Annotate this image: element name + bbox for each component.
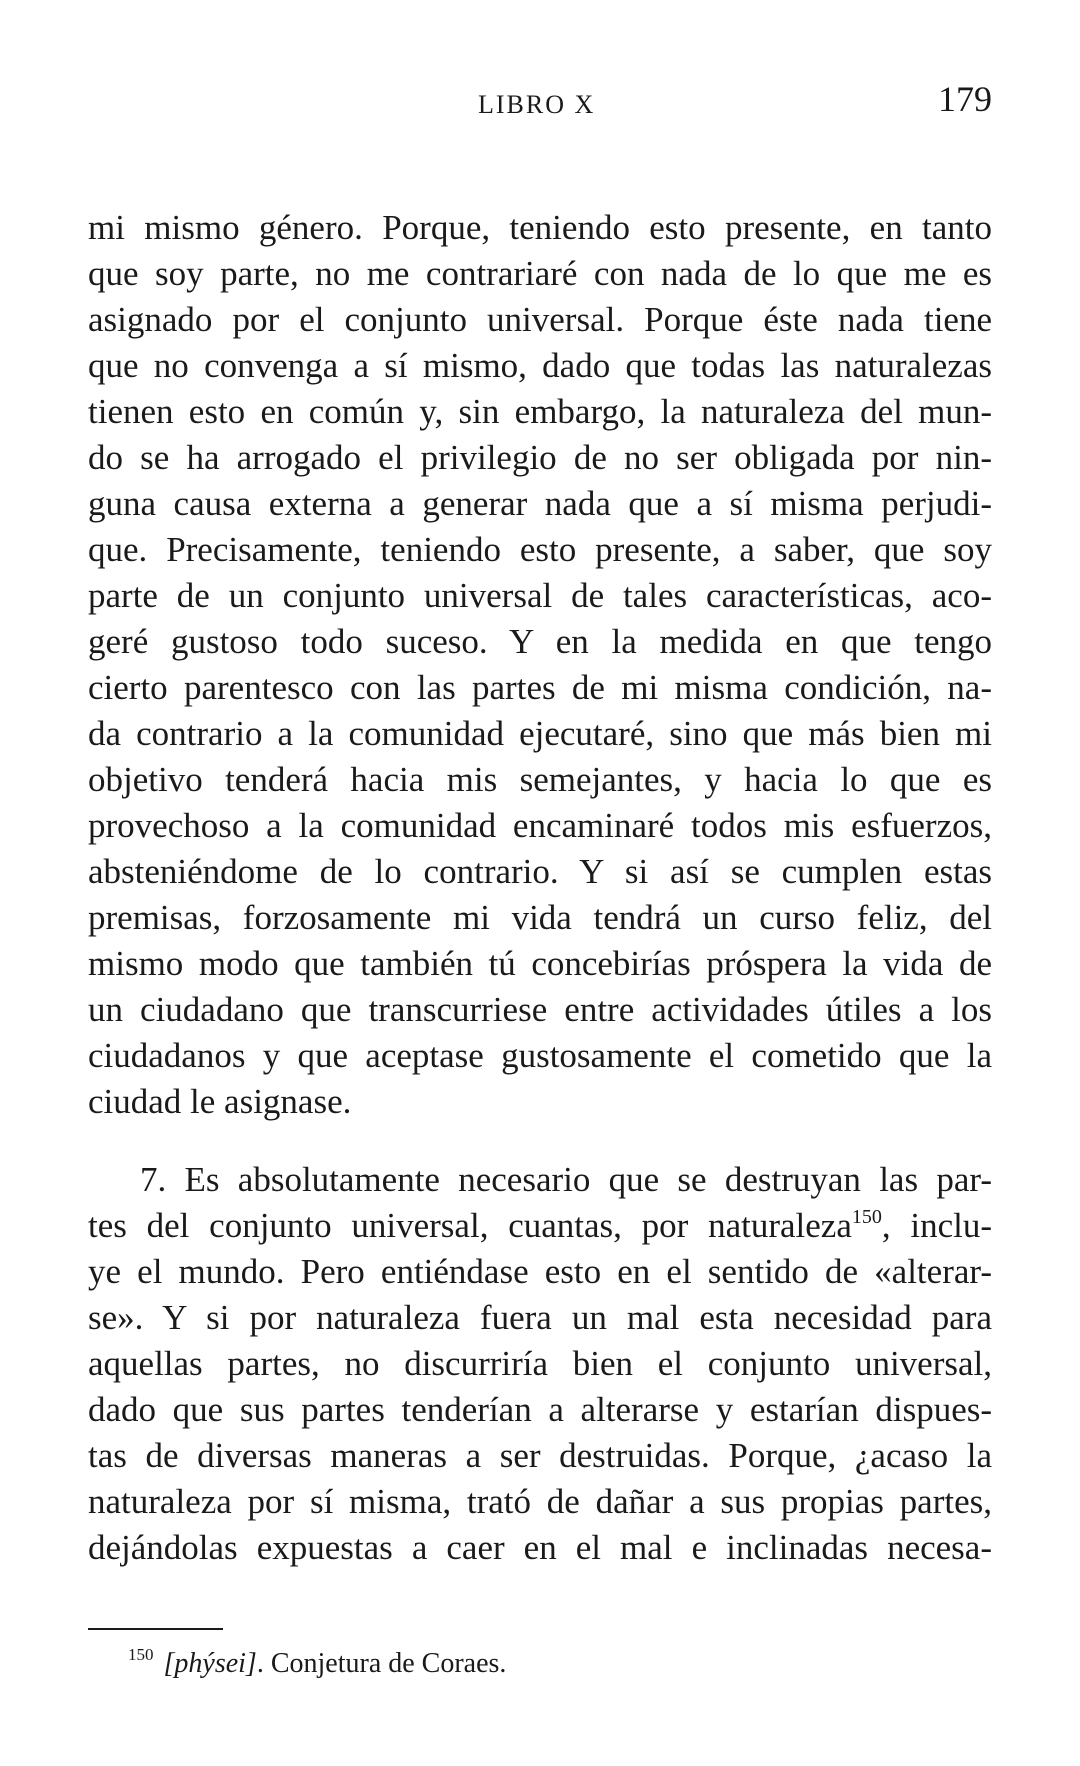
text-segment: , inclu-	[881, 1206, 993, 1245]
text-line: provechoso a la comunidad encaminaré todos mis esfuerzos,	[88, 806, 992, 845]
text-segment: tes del conjunto universal, cuantas, por naturaleza	[88, 1206, 852, 1245]
text-line: ciudad le asignase.	[88, 1082, 352, 1121]
paragraph-gap	[88, 1125, 992, 1157]
footnote	[128, 1645, 507, 1680]
footnote-rule	[88, 1628, 223, 1630]
text-line: parte de un conjunto universal de tales características, aco-	[88, 576, 992, 615]
page-header	[88, 78, 992, 128]
text-line: que. Precisamente, teniendo esto presente, a saber, que soy	[88, 530, 992, 569]
text-line: tas de diversas maneras a ser destruidas. Porque, ¿acaso la	[88, 1436, 992, 1475]
text-line: un ciudadano que transcurriese entre actividades útiles a los	[88, 990, 992, 1029]
footnote-term: [phýsei]	[163, 1648, 257, 1679]
text-line: da contrario a la comunidad ejecutaré, sino que más bien mi	[88, 714, 992, 753]
text-line: do se ha arrogado el privilegio de no ser obligada por nin-	[88, 438, 992, 477]
page-number: 179	[938, 79, 992, 119]
text-line: asignado por el conjunto universal. Porque éste nada tiene	[88, 300, 992, 339]
text-line: premisas, forzosamente mi vida tendrá un curso feliz, del	[88, 898, 992, 937]
text-line: que soy parte, no me contrariaré con nada de lo que me es	[88, 254, 992, 293]
paragraph-1	[88, 205, 992, 1125]
text-line	[88, 1203, 992, 1249]
footnote-number: 150	[128, 1645, 154, 1664]
footnote-text: . Conjetura de Coraes.	[256, 1648, 507, 1679]
text-line: 7. Es absolutamente necesario que se destruyan las par-	[140, 1160, 992, 1199]
text-line: se». Y si por naturaleza fuera un mal esta necesidad para	[88, 1298, 992, 1337]
text-line: ye el mundo. Pero entiéndase esto en el sentido de «alterar-	[88, 1252, 992, 1291]
paragraph-2	[88, 1157, 992, 1571]
text-line: mi mismo género. Porque, teniendo esto presente, en tanto	[88, 208, 992, 247]
footnote-reference[interactable]: 150	[851, 1206, 882, 1228]
body-text	[88, 205, 992, 1571]
text-line: dado que sus partes tenderían a alterarse y estarían dispues-	[88, 1390, 992, 1429]
text-line: mismo modo que también tú concebirías próspera la vida de	[88, 944, 992, 983]
text-line: geré gustoso todo suceso. Y en la medida en que tengo	[88, 622, 992, 661]
text-line: guna causa externa a generar nada que a sí misma perjudi-	[88, 484, 992, 523]
text-line: aquellas partes, no discurriría bien el conjunto universal,	[88, 1344, 992, 1383]
text-line: cierto parentesco con las partes de mi misma condición, na-	[88, 668, 992, 707]
text-line: naturaleza por sí misma, trató de dañar a sus propias partes,	[88, 1482, 992, 1521]
text-line: dejándolas expuestas a caer en el mal e inclinadas necesa-	[88, 1528, 992, 1567]
text-line: absteniéndome de lo contrario. Y si así se cumplen estas	[88, 852, 992, 891]
running-head: LIBRO X	[478, 90, 596, 119]
text-line: que no convenga a sí mismo, dado que todas las naturalezas	[88, 346, 992, 385]
paragraph-2-rest	[88, 1249, 992, 1571]
text-line: objetivo tenderá hacia mis semejantes, y hacia lo que es	[88, 760, 992, 799]
text-line: tienen esto en común y, sin embargo, la naturaleza del mun-	[88, 392, 992, 431]
text-line: ciudadanos y que aceptase gustosamente el cometido que la	[88, 1036, 992, 1075]
